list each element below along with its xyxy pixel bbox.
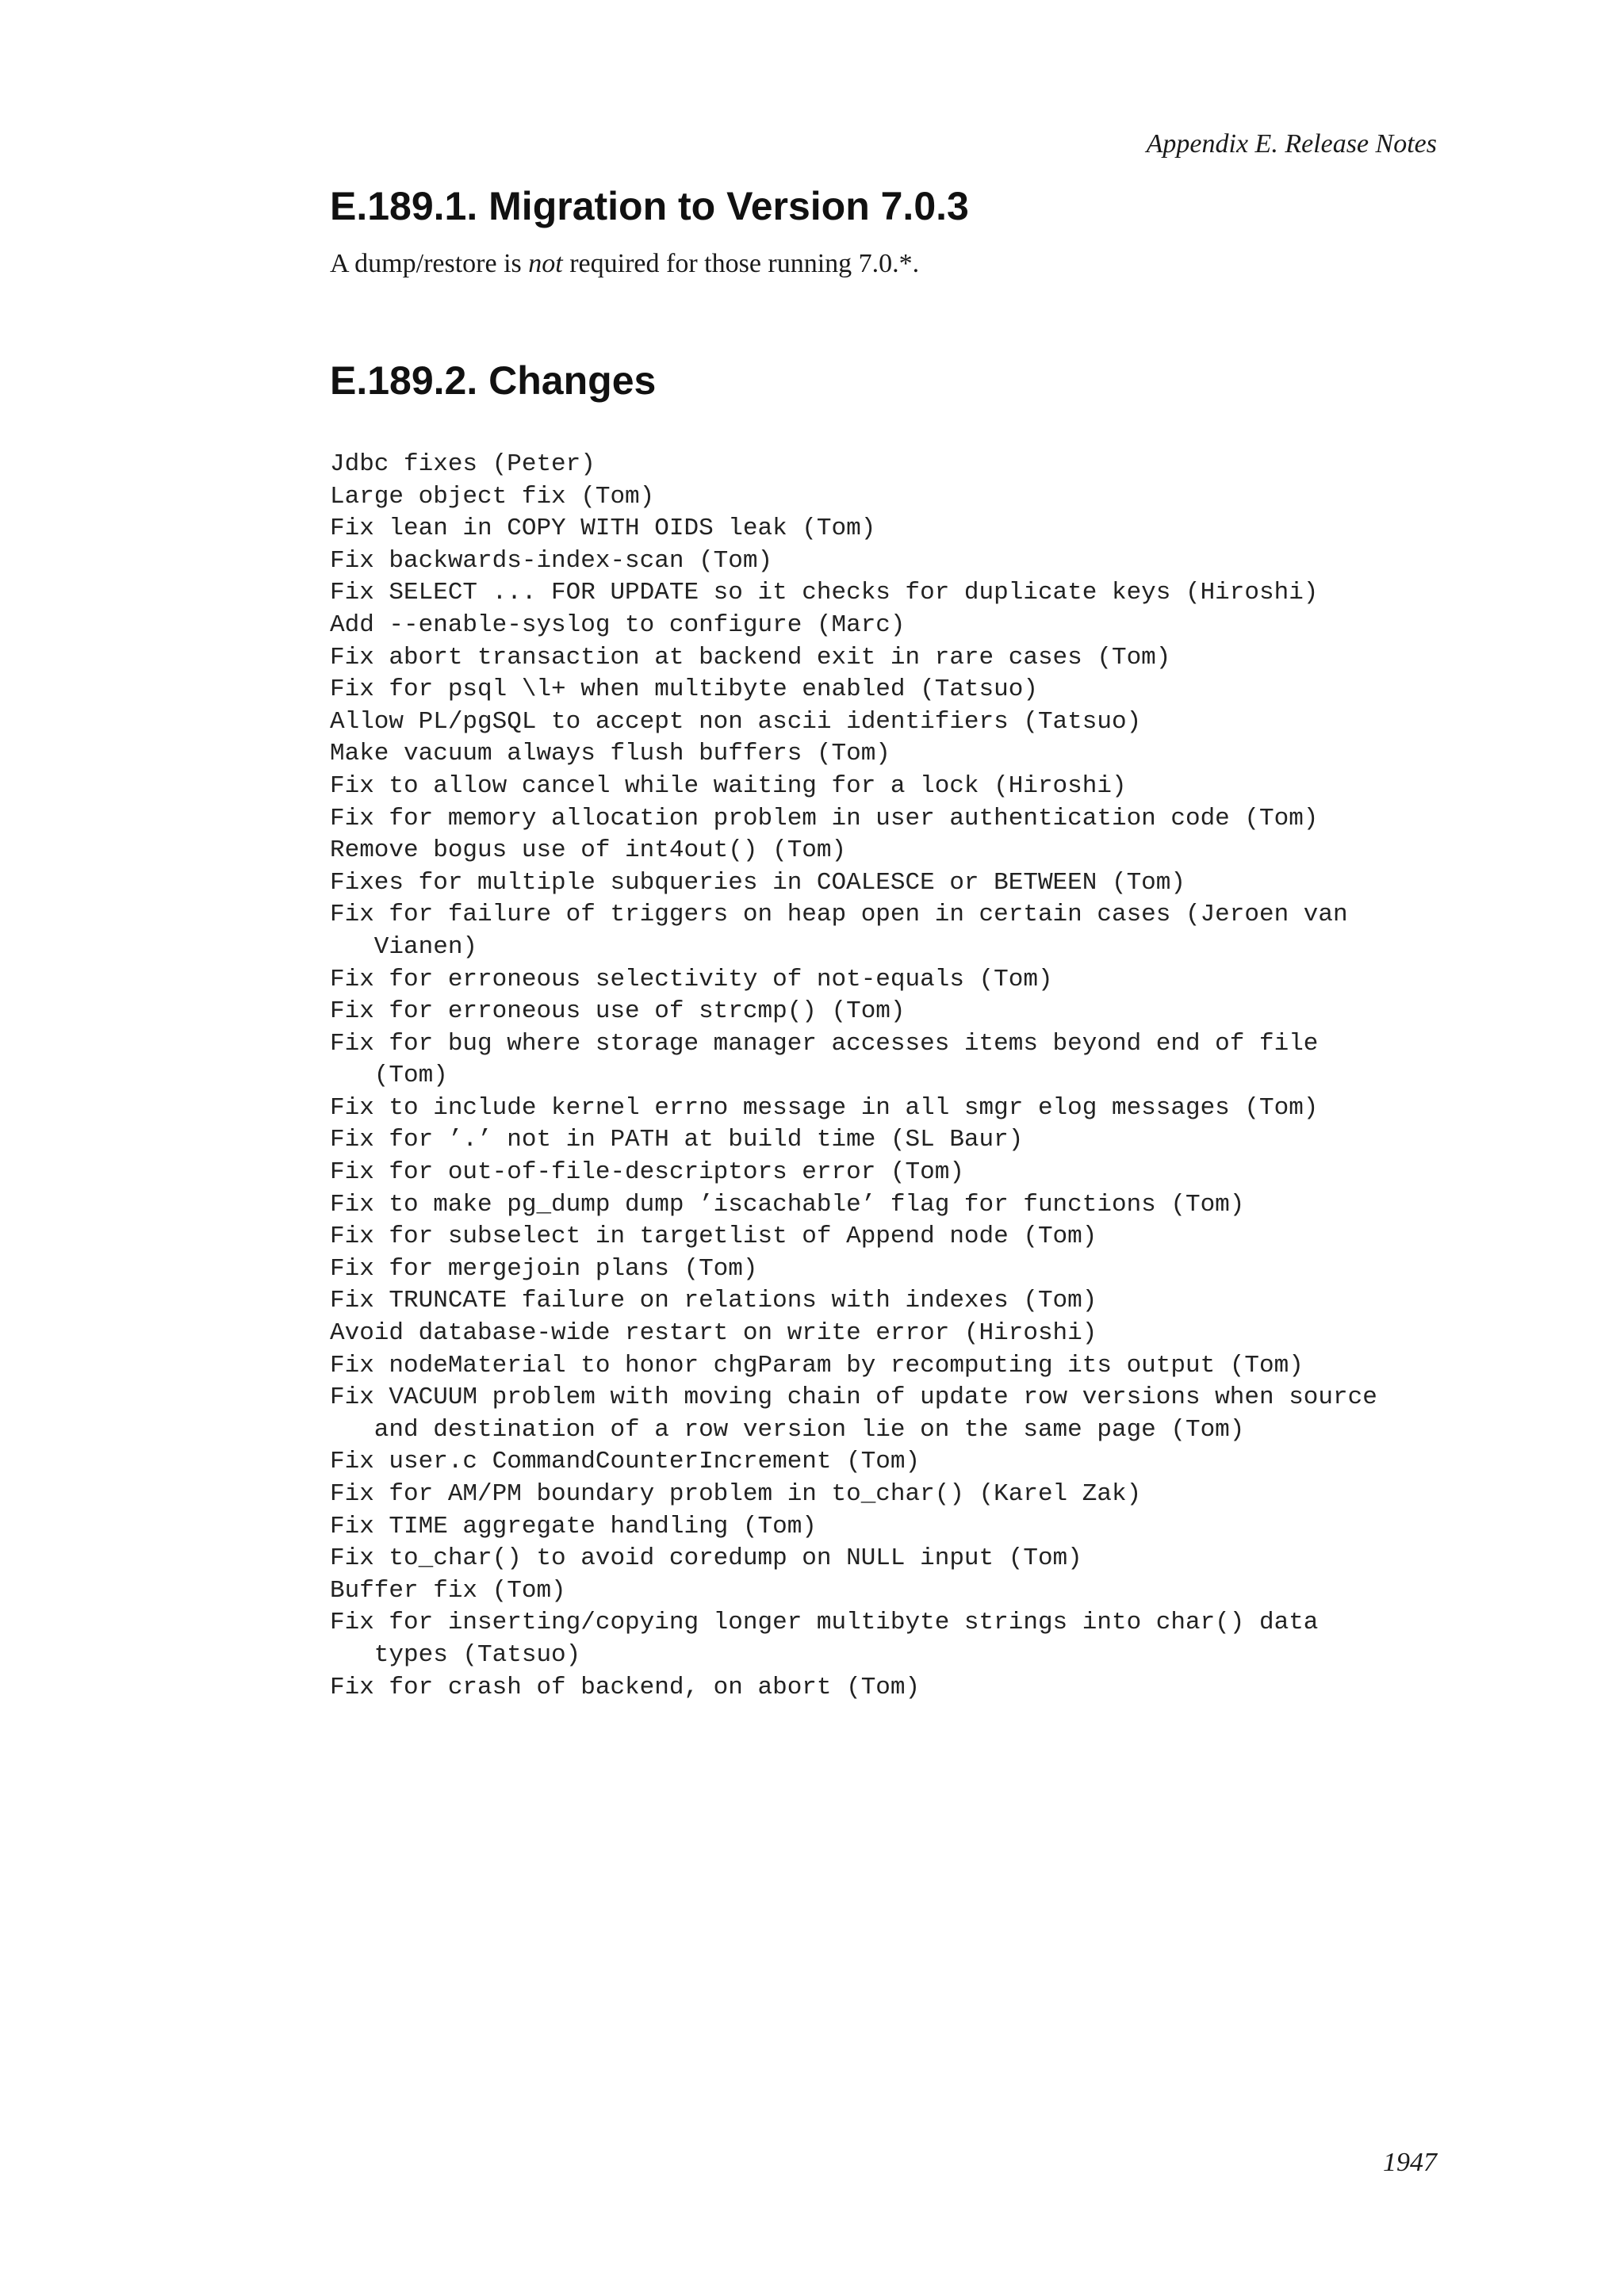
running-header: Appendix E. Release Notes bbox=[1146, 129, 1437, 159]
change-line: Fix for AM/PM boundary problem in to_char() (Karel Zak) bbox=[330, 1480, 1142, 1508]
change-line: Fix to include kernel errno message in all smgr elog messages (Tom) bbox=[330, 1093, 1319, 1122]
change-line: Fix SELECT ... FOR UPDATE so it checks for duplicate keys (Hiroshi) bbox=[330, 579, 1319, 607]
changes-list bbox=[330, 449, 1440, 1704]
change-line: Fix to allow cancel while waiting for a lock (Hiroshi) bbox=[330, 771, 1127, 800]
change-line: Fix to_char() to avoid coredump on NULL input (Tom) bbox=[330, 1544, 1082, 1573]
change-line: Fix for ’.’ not in PATH at build time (SL Baur) bbox=[330, 1126, 1024, 1154]
change-line: Fix TRUNCATE failure on relations with indexes (Tom) bbox=[330, 1287, 1097, 1315]
change-line: Fix VACUUM problem with moving chain of update row versions when source bbox=[330, 1383, 1377, 1412]
page-content bbox=[330, 182, 1440, 1704]
page-number: 1947 bbox=[1383, 2148, 1437, 2177]
change-line: Fix for subselect in targetlist of Append node (Tom) bbox=[330, 1223, 1097, 1251]
section-changes bbox=[330, 357, 1440, 1704]
change-line: Add --enable-syslog to configure (Marc) bbox=[330, 610, 906, 639]
change-line: Fix for mergejoin plans (Tom) bbox=[330, 1254, 758, 1283]
change-line: Fix for out-of-file-descriptors error (Tom) bbox=[330, 1158, 964, 1187]
change-line: Large object fix (Tom) bbox=[330, 482, 655, 511]
change-line: Fix for failure of triggers on heap open in certain cases (Jeroen van bbox=[330, 901, 1348, 929]
change-line: Fix for memory allocation problem in user authentication code (Tom) bbox=[330, 804, 1319, 832]
change-line: Fixes for multiple subqueries in COALESCE or BETWEEN (Tom) bbox=[330, 868, 1185, 897]
change-line: Fix TIME aggregate handling (Tom) bbox=[330, 1512, 817, 1540]
change-line: Fix user.c CommandCounterIncrement (Tom) bbox=[330, 1448, 921, 1476]
change-line: Fix for erroneous selectivity of not-equals (Tom) bbox=[330, 965, 1053, 993]
change-line: Fix backwards-index-scan (Tom) bbox=[330, 546, 773, 575]
change-line: Fix for psql \l+ when multibyte enabled (Tatsuo) bbox=[330, 675, 1038, 704]
change-line: Fix to make pg_dump dump ’iscachable’ flag for functions (Tom) bbox=[330, 1190, 1245, 1219]
change-line: Fix for erroneous use of strcmp() (Tom) bbox=[330, 997, 906, 1026]
change-line: Jdbc fixes (Peter) bbox=[330, 450, 596, 478]
change-line-continuation: Vianen) bbox=[330, 932, 478, 961]
change-line: Fix for inserting/copying longer multibyte strings into char() data bbox=[330, 1609, 1319, 1637]
change-line: Make vacuum always flush buffers (Tom) bbox=[330, 740, 891, 768]
change-line: Remove bogus use of int4out() (Tom) bbox=[330, 836, 847, 865]
migration-text-before: A dump/restore is bbox=[330, 249, 529, 278]
change-line-continuation: (Tom) bbox=[330, 1062, 448, 1090]
change-line: Allow PL/pgSQL to accept non ascii identifiers (Tatsuo) bbox=[330, 707, 1142, 736]
change-line: Avoid database-wide restart on write error (Hiroshi) bbox=[330, 1319, 1097, 1348]
change-line: Buffer fix (Tom) bbox=[330, 1576, 566, 1605]
migration-text-after: required for those running 7.0.*. bbox=[562, 249, 920, 278]
change-line: Fix for crash of backend, on abort (Tom) bbox=[330, 1673, 921, 1701]
migration-text-emphasis: not bbox=[528, 249, 563, 278]
section-migration bbox=[330, 182, 1440, 281]
section-heading-migration: E.189.1. Migration to Version 7.0.3 bbox=[330, 184, 969, 228]
section-heading-changes: E.189.2. Changes bbox=[330, 358, 657, 403]
migration-paragraph bbox=[330, 247, 1440, 281]
change-line: Fix for bug where storage manager accesses items beyond end of file bbox=[330, 1029, 1319, 1058]
change-line-continuation: and destination of a row version lie on the same page (Tom) bbox=[330, 1415, 1245, 1444]
change-line: Fix lean in COPY WITH OIDS leak (Tom) bbox=[330, 515, 876, 543]
change-line-continuation: types (Tatsuo) bbox=[330, 1640, 581, 1669]
change-line: Fix abort transaction at backend exit in rare cases (Tom) bbox=[330, 643, 1171, 672]
change-line: Fix nodeMaterial to honor chgParam by recomputing its output (Tom) bbox=[330, 1351, 1304, 1380]
